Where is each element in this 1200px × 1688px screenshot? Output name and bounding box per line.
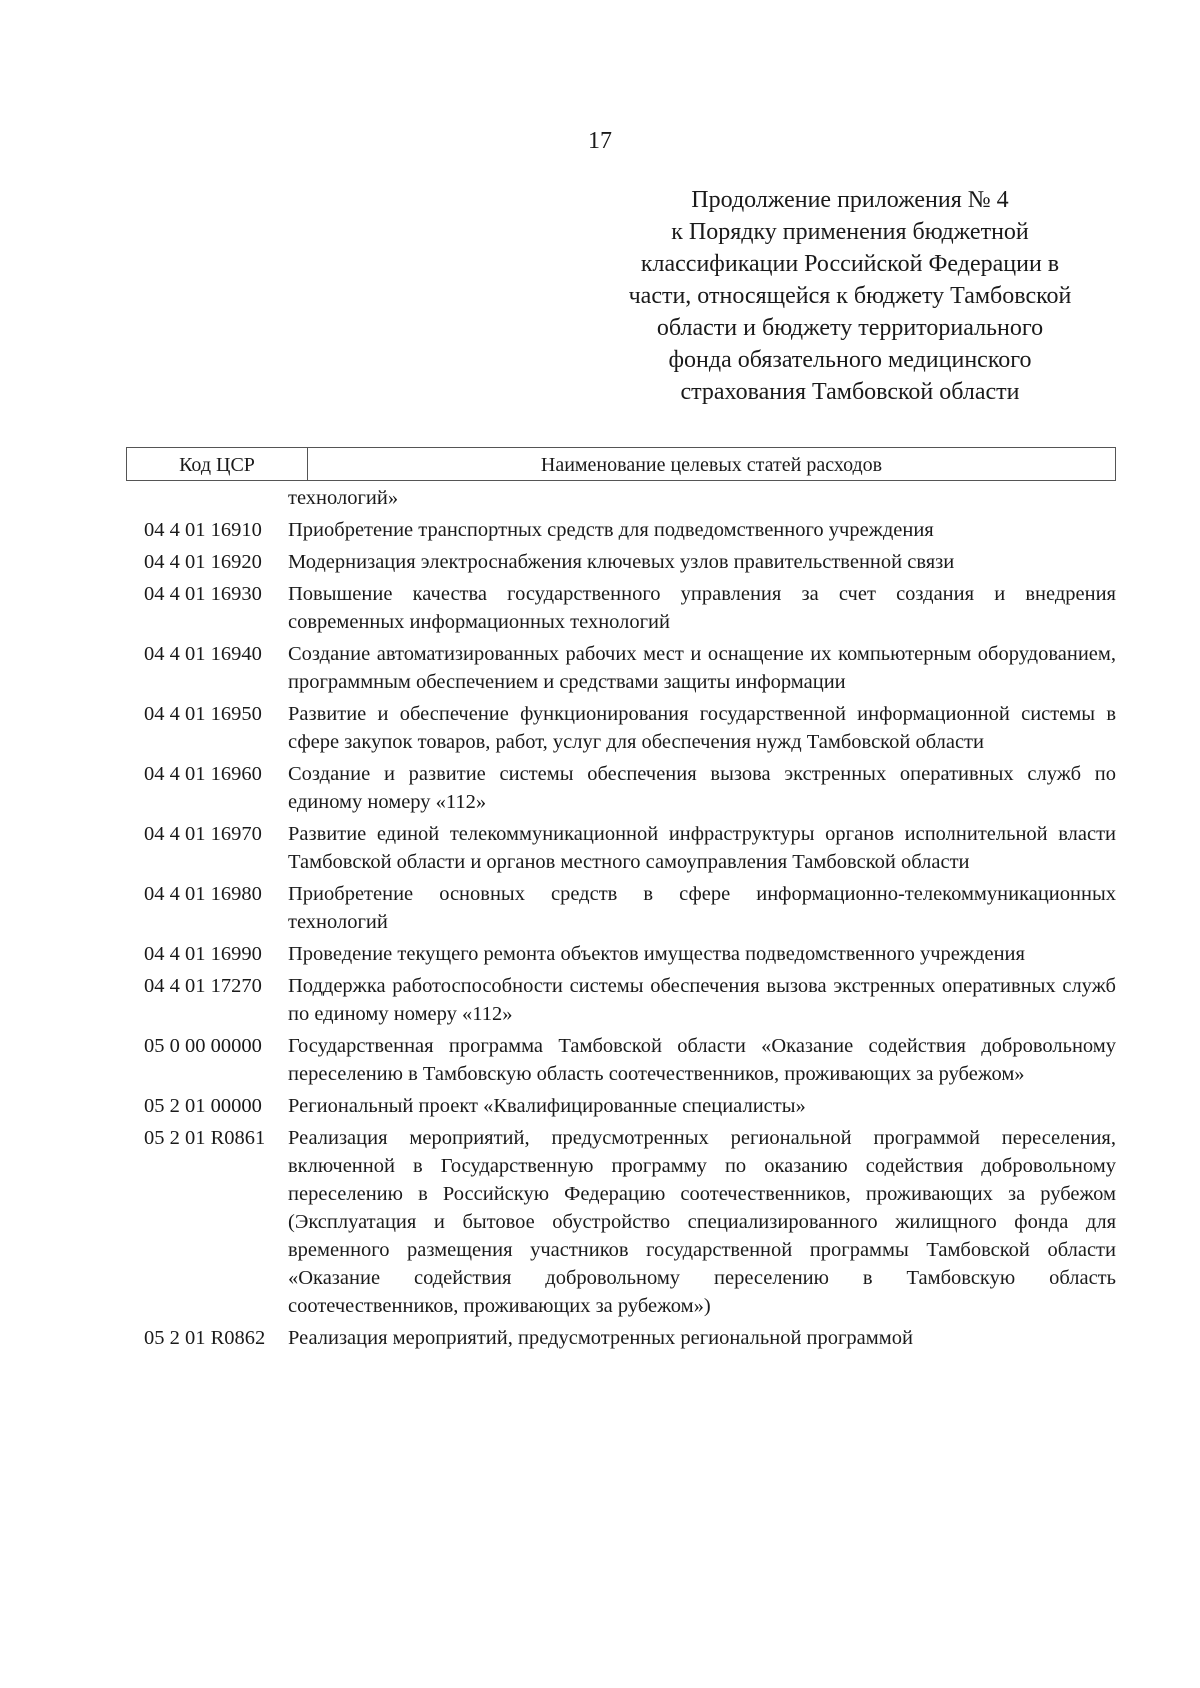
row-code: 04 4 01 16960 — [144, 763, 262, 785]
table-row — [126, 940, 1116, 968]
appendix-header-line: области и бюджету территориального — [656, 315, 1044, 341]
row-name: Модернизация электроснабжения ключевых узлов правительственной связи — [288, 551, 955, 573]
table-row — [126, 1032, 1116, 1088]
column-header-code: Код ЦСР — [127, 448, 308, 480]
appendix-header-line: страхования Тамбовской области — [680, 379, 1020, 405]
table-row — [126, 516, 1116, 544]
row-name: Проведение текущего ремонта объектов имущества подведомственного учреждения — [288, 943, 1025, 965]
row-code: 05 0 00 00000 — [144, 1035, 262, 1057]
row-name: Приобретение основных средств в сфере информационно-телекоммуникационных технологий — [288, 883, 1116, 933]
table-header — [126, 447, 1116, 481]
table-body — [126, 484, 1116, 1356]
row-name: Реализация мероприятий, предусмотренных региональной программой переселения, включенной в Государственную программу по оказанию содействия добровольному переселению в Российскую Федерацию соотечественников, проживающих за рубежом (Эксплуатация и бытовое обустройство специализированного жилищного фонда для временного размещения участников государственной программы Тамбовской области «Оказание содействия добровольному переселению в Тамбовскую область соотечественников, проживающих за рубежом») — [288, 1127, 1116, 1317]
appendix-header-line: к Порядку применения бюджетной — [671, 219, 1029, 245]
row-name: Реализация мероприятий, предусмотренных региональной программой — [288, 1327, 913, 1349]
table-row — [126, 760, 1116, 816]
row-name: технологий» — [288, 487, 399, 509]
row-code: 04 4 01 16990 — [144, 943, 262, 965]
row-name: Государственная программа Тамбовской области «Оказание содействия добровольному переселению в Тамбовскую область соотечественников, проживающих за рубежом» — [288, 1035, 1116, 1085]
table-row — [126, 820, 1116, 876]
row-code: 04 4 01 17270 — [144, 975, 262, 997]
table-row — [126, 548, 1116, 576]
row-name: Поддержка работоспособности системы обеспечения вызова экстренных оперативных служб по единому номеру «112» — [288, 975, 1116, 1025]
appendix-header-line: классификации Российской Федерации в — [640, 251, 1060, 277]
table-row — [126, 972, 1116, 1028]
table-row — [126, 700, 1116, 756]
row-code: 04 4 01 16910 — [144, 519, 262, 541]
appendix-header-line: фонда обязательного медицинского — [668, 347, 1032, 373]
row-name: Развитие единой телекоммуникационной инфраструктуры органов исполнительной власти Тамбовской области и органов местного самоуправления Тамбовской области — [288, 823, 1116, 873]
row-code: 04 4 01 16920 — [144, 551, 262, 573]
row-name: Развитие и обеспечение функционирования государственной информационной системы в сфере закупок товаров, работ, услуг для обеспечения нужд Тамбовской области — [288, 703, 1116, 753]
row-name: Приобретение транспортных средств для подведомственного учреждения — [288, 519, 934, 541]
page-number: 17 — [588, 128, 612, 154]
table-row — [126, 1324, 1116, 1352]
row-name: Создание автоматизированных рабочих мест и оснащение их компьютерным оборудованием, программным обеспечением и средствами защиты информации — [288, 643, 1116, 693]
row-code: 05 2 01 R0862 — [144, 1327, 266, 1349]
table-row — [126, 880, 1116, 936]
row-code: 04 4 01 16980 — [144, 883, 262, 905]
row-name: Повышение качества государственного управления за счет создания и внедрения современных информационных технологий — [288, 583, 1116, 633]
row-code: 05 2 01 R0861 — [144, 1127, 266, 1149]
appendix-header-line: Продолжение приложения № 4 — [691, 187, 1009, 213]
row-code: 04 4 01 16950 — [144, 703, 262, 725]
table-row — [126, 1092, 1116, 1120]
appendix-header-line: части, относящейся к бюджету Тамбовской — [628, 283, 1072, 309]
row-code: 05 2 01 00000 — [144, 1095, 262, 1117]
row-code: 04 4 01 16970 — [144, 823, 262, 845]
row-code: 04 4 01 16930 — [144, 583, 262, 605]
appendix-header — [590, 184, 1110, 408]
table-row — [126, 580, 1116, 636]
column-header-name: Наименование целевых статей расходов — [540, 454, 883, 476]
row-name: Создание и развитие системы обеспечения вызова экстренных оперативных служб по единому номеру «112» — [288, 763, 1116, 813]
table-row — [126, 640, 1116, 696]
table-row — [126, 1124, 1116, 1320]
table-row — [126, 484, 1116, 512]
row-code: 04 4 01 16940 — [144, 643, 262, 665]
row-name: Региональный проект «Квалифицированные специалисты» — [288, 1095, 806, 1117]
